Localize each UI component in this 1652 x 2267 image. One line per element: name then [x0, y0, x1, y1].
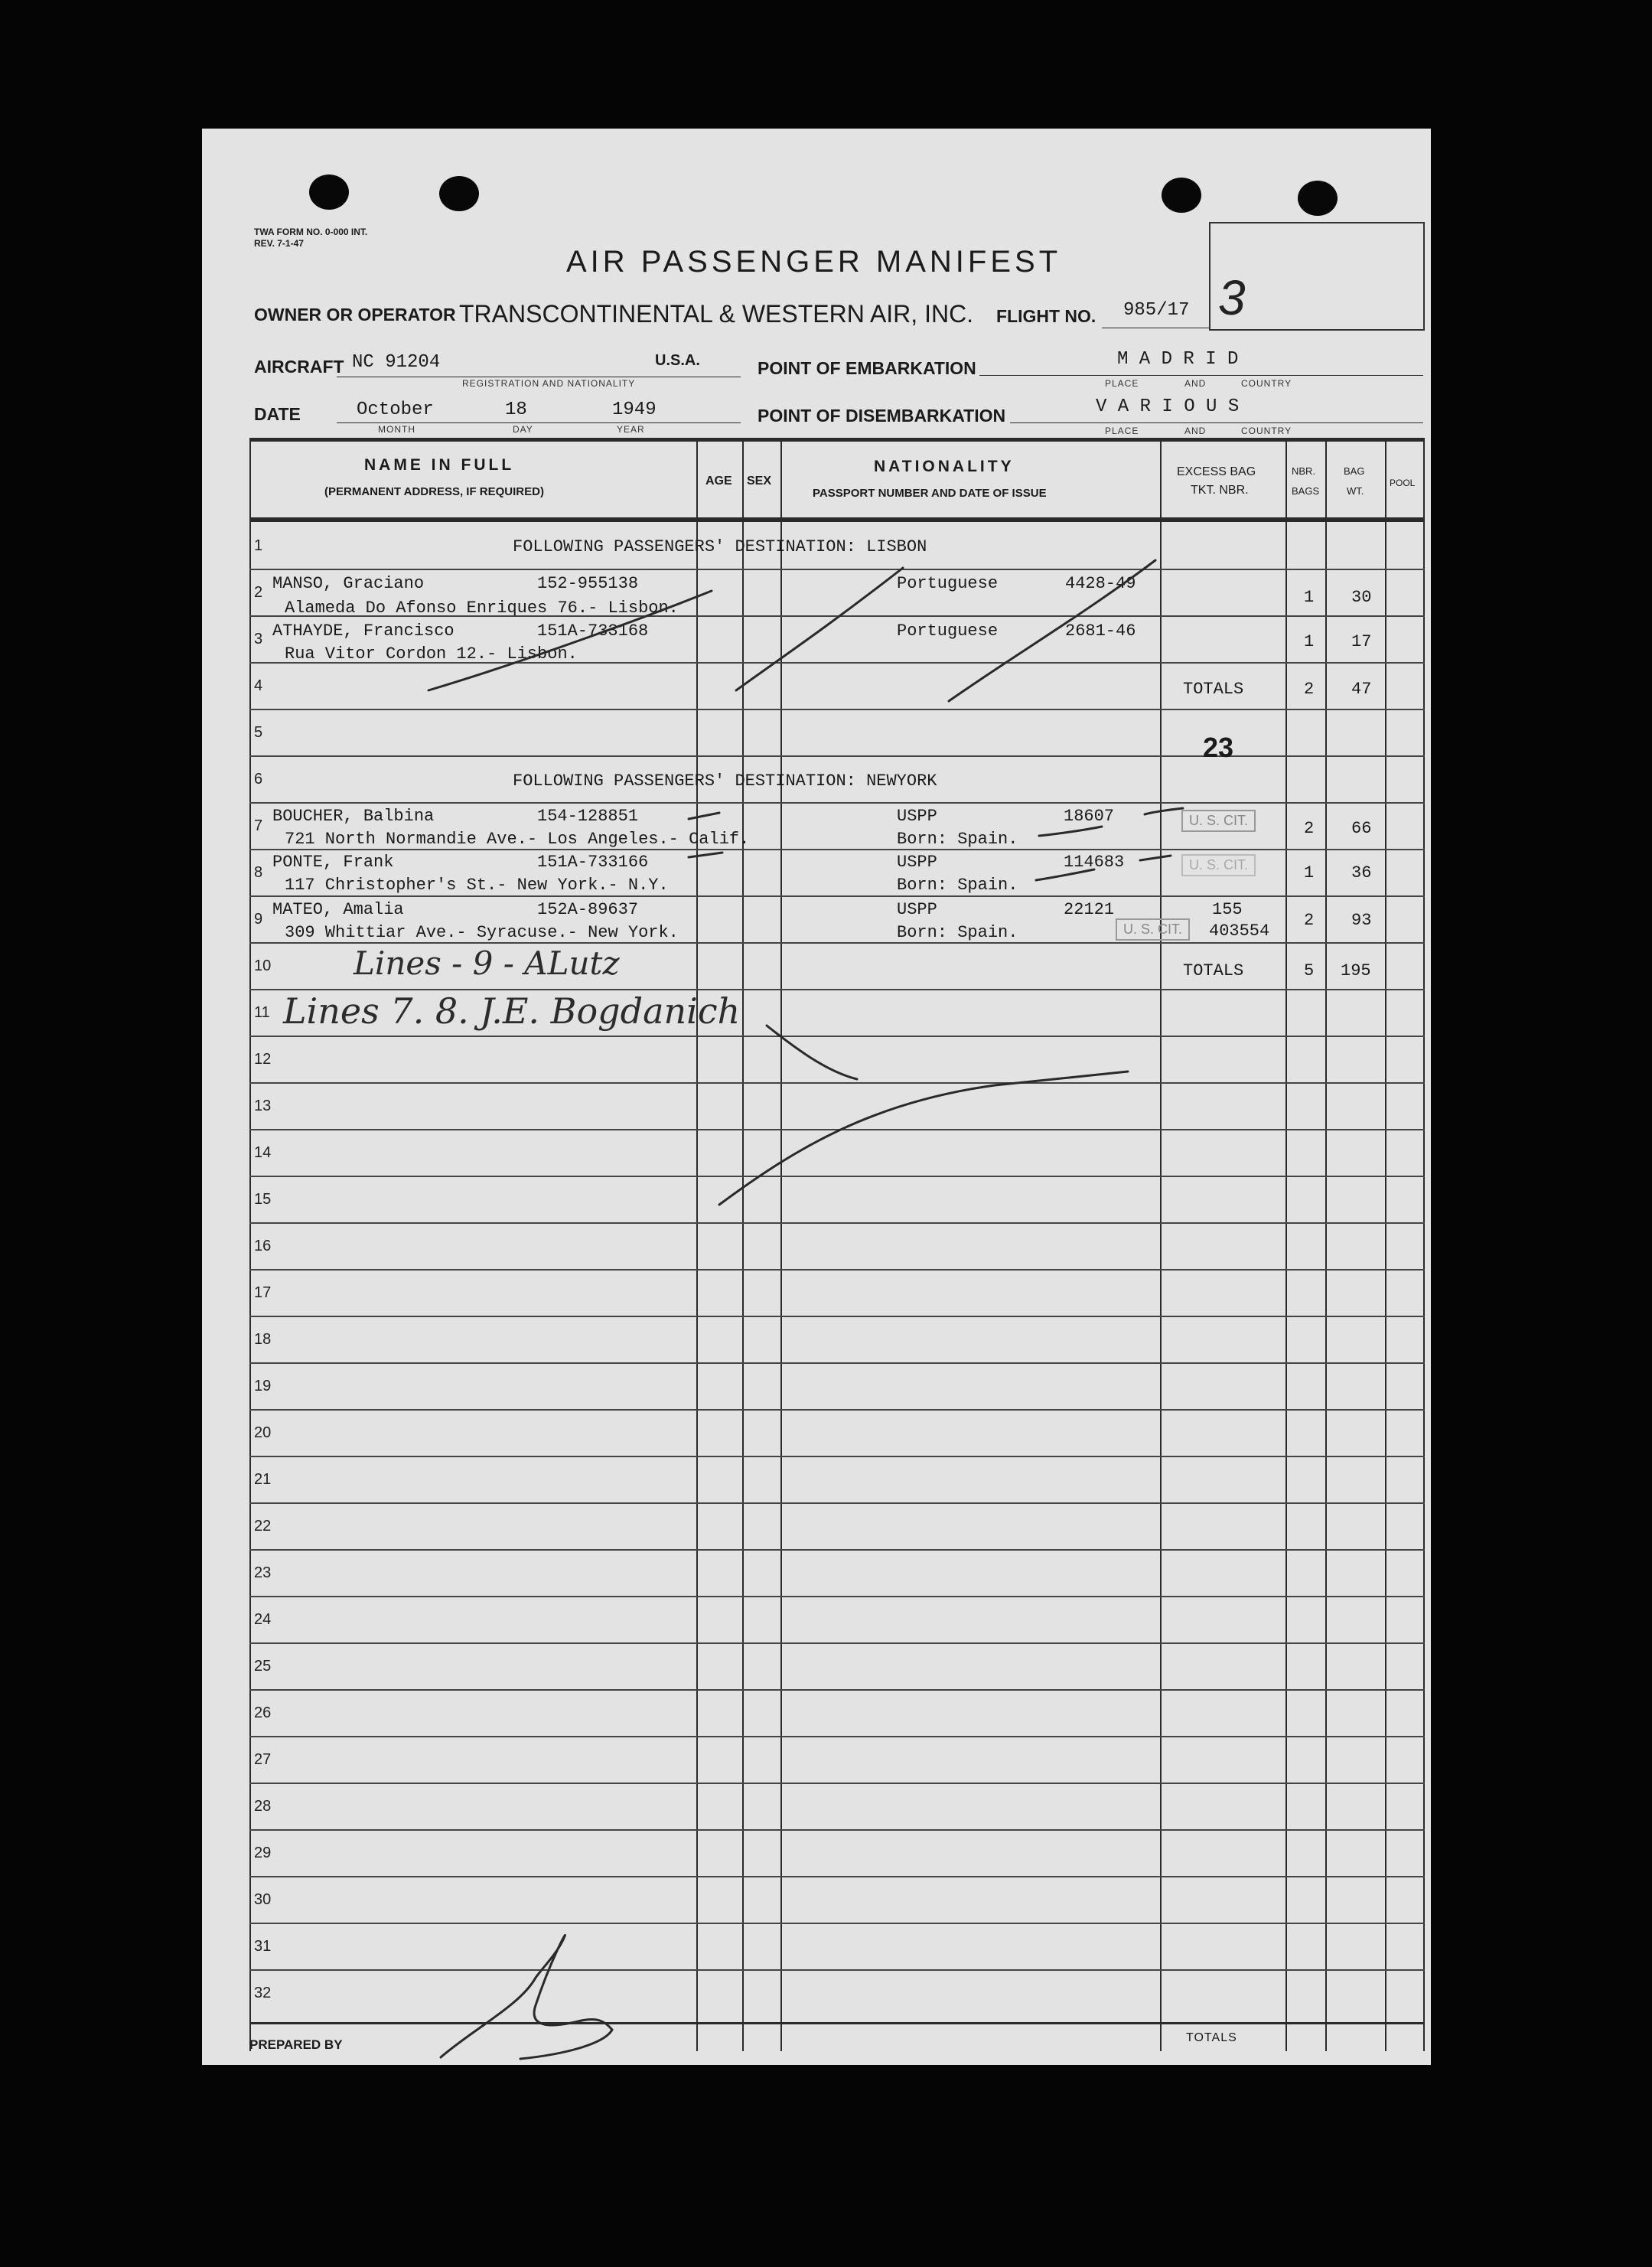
- row-number: 5: [254, 724, 263, 741]
- row-number: 15: [254, 1191, 272, 1208]
- bag-count: 2: [1304, 819, 1315, 838]
- prepared-by-label: PREPARED BY: [249, 2037, 343, 2052]
- row-number: 2: [254, 584, 263, 601]
- row-number: 9: [254, 911, 263, 928]
- us-citizen-stamp: U. S. CIT.: [1116, 918, 1190, 941]
- row-number: 7: [254, 817, 263, 834]
- handwritten-note: Lines 7. 8. J.E. Bogdanich: [283, 990, 741, 1032]
- col-header-bags-sub: BAGS: [1292, 485, 1320, 497]
- day-caption: DAY: [513, 424, 533, 435]
- passenger-address: 721 North Normandie Ave.- Los Angeles.- Calif.: [285, 830, 750, 849]
- birthplace: Born: Spain.: [897, 830, 1018, 849]
- totals-bags: 5: [1304, 961, 1315, 980]
- pen-stroke: [767, 1026, 857, 1079]
- row-number: 6: [254, 771, 263, 788]
- col-header-name-sub: (PERMANENT ADDRESS, IF REQUIRED): [324, 485, 544, 498]
- bag-count: 1: [1304, 632, 1315, 651]
- pen-stroke: [689, 853, 722, 857]
- passenger-address: Alameda Do Afonso Enriques 76.- Lisbon.: [285, 599, 679, 618]
- col-header-age: AGE: [705, 475, 732, 488]
- col-header-wt-sub: WT.: [1347, 485, 1364, 497]
- year-caption: YEAR: [617, 424, 645, 435]
- us-citizen-stamp: U. S. CIT.: [1181, 810, 1256, 832]
- date-day: 18: [505, 400, 527, 420]
- footer-totals-label: TOTALS: [1186, 2031, 1237, 2044]
- row-number: 28: [254, 1798, 272, 1815]
- passport-number: 18607: [1064, 807, 1115, 826]
- excess-ticket: 403554: [1209, 921, 1270, 941]
- country-caption: COUNTRY: [1241, 426, 1292, 436]
- row-number: 21: [254, 1471, 272, 1488]
- ticket-number: 151A-733168: [537, 621, 649, 641]
- row-number: 14: [254, 1144, 272, 1161]
- passenger-address: 309 Whittiar Ave.- Syracuse.- New York.: [285, 923, 679, 942]
- pen-stroke: [949, 560, 1155, 701]
- signature: [441, 1935, 612, 2059]
- row-number: 27: [254, 1751, 272, 1768]
- row-number: 32: [254, 1985, 272, 2001]
- birthplace: Born: Spain.: [897, 923, 1018, 942]
- passport-number: 22121: [1064, 900, 1115, 919]
- col-header-sex: SEX: [747, 475, 772, 488]
- disembark-value: V A R I O U S: [1096, 396, 1240, 417]
- nationality: Portuguese: [897, 574, 999, 593]
- row-number: 31: [254, 1938, 272, 1955]
- aircraft-value: NC 91204: [352, 352, 441, 373]
- date-label: DATE: [254, 404, 301, 424]
- owner-value: TRANSCONTINENTAL & WESTERN AIR, INC.: [459, 300, 974, 328]
- pen-stroke: [736, 568, 903, 690]
- form-revision: REV. 7-1-47: [254, 238, 304, 249]
- col-header-excess-sub: TKT. NBR.: [1191, 484, 1249, 497]
- passenger-name: PONTE, Frank: [272, 853, 394, 872]
- row-number: 11: [254, 1004, 270, 1021]
- row-number: 19: [254, 1378, 272, 1394]
- ticket-number: 152A-89637: [537, 900, 639, 919]
- passenger-name: BOUCHER, Balbina: [272, 807, 435, 826]
- date-year: 1949: [612, 400, 657, 420]
- and-caption: AND: [1184, 426, 1207, 436]
- totals-bags: 2: [1304, 680, 1315, 699]
- passenger-name: ATHAYDE, Francisco: [272, 621, 455, 641]
- date-month: October: [357, 400, 434, 420]
- excess-ticket: 155: [1212, 900, 1243, 919]
- page-title: AIR PASSENGER MANIFEST: [566, 245, 1062, 279]
- col-header-nationality-sub: PASSPORT NUMBER AND DATE OF ISSUE: [813, 487, 1047, 500]
- nationality: USPP: [897, 853, 937, 872]
- ticket-number: 151A-733166: [537, 853, 649, 872]
- row-number: 30: [254, 1891, 272, 1908]
- pen-stroke: [1039, 827, 1102, 836]
- pen-stroke: [1036, 869, 1094, 880]
- pen-stroke: [1140, 856, 1171, 860]
- bag-weight: 66: [1351, 819, 1372, 838]
- passenger-name: MATEO, Amalia: [272, 900, 404, 919]
- col-header-name: NAME IN FULL: [364, 456, 515, 474]
- passenger-address: 117 Christopher's St.- New York.- N.Y.: [285, 876, 669, 895]
- row-number: 18: [254, 1331, 272, 1348]
- nationality: Portuguese: [897, 621, 999, 641]
- and-caption: AND: [1184, 378, 1207, 389]
- place-caption: PLACE: [1105, 426, 1139, 436]
- flight-value: 985/17: [1123, 300, 1190, 321]
- row-number: 26: [254, 1704, 272, 1721]
- row-number: 25: [254, 1658, 272, 1675]
- registration-caption: REGISTRATION AND NATIONALITY: [462, 378, 636, 389]
- owner-label: OWNER OR OPERATOR: [254, 305, 456, 325]
- row-number: 23: [254, 1564, 272, 1581]
- passport-number: 2681-46: [1065, 621, 1136, 641]
- nationality: USPP: [897, 807, 937, 826]
- totals-label: TOTALS: [1183, 961, 1244, 980]
- form-number: TWA FORM NO. 0-000 INT.: [254, 227, 368, 237]
- row-number: 1: [254, 537, 263, 554]
- col-header-pool: POOL: [1390, 478, 1416, 488]
- ticket-number: 154-128851: [537, 807, 639, 826]
- nationality: USPP: [897, 900, 937, 919]
- col-header-excess: EXCESS BAG: [1177, 465, 1256, 478]
- row-number: 29: [254, 1845, 272, 1861]
- bag-count: 1: [1304, 588, 1315, 607]
- row-number: 3: [254, 631, 263, 647]
- bag-weight: 93: [1351, 911, 1372, 930]
- row-number: 10: [254, 957, 272, 974]
- row-number: 4: [254, 677, 263, 694]
- group-header-lisbon: FOLLOWING PASSENGERS' DESTINATION: LISBON: [513, 537, 927, 556]
- aircraft-label: AIRCRAFT: [254, 357, 344, 377]
- pen-stroke: [428, 591, 712, 690]
- passport-number: 4428-49: [1065, 574, 1136, 593]
- col-header-bags: NBR.: [1292, 465, 1316, 477]
- pen-stroke: [1145, 808, 1183, 814]
- country-caption: COUNTRY: [1241, 378, 1292, 389]
- passenger-name: MANSO, Graciano: [272, 574, 425, 593]
- bag-count: 1: [1304, 863, 1315, 882]
- bag-count: 2: [1304, 911, 1315, 930]
- handwritten-note: Lines - 9 - ALutz: [354, 944, 620, 982]
- row-number: 17: [254, 1284, 272, 1301]
- row-number: 12: [254, 1051, 272, 1068]
- row-number: 22: [254, 1518, 272, 1535]
- place-caption: PLACE: [1105, 378, 1139, 389]
- group-header-newyork: FOLLOWING PASSENGERS' DESTINATION: NEWYORK: [513, 771, 937, 791]
- totals-weight: 47: [1351, 680, 1372, 699]
- embark-value: M A D R I D: [1117, 349, 1239, 370]
- birthplace: Born: Spain.: [897, 876, 1018, 895]
- us-citizen-stamp: U. S. CIT.: [1181, 854, 1256, 876]
- handwritten-total: 23: [1203, 732, 1234, 763]
- row-number: 20: [254, 1424, 272, 1441]
- bag-weight: 17: [1351, 632, 1372, 651]
- pen-stroke: [689, 813, 719, 819]
- disembark-label: POINT OF DISEMBARKATION: [758, 406, 1006, 426]
- aircraft-country: U.S.A.: [655, 352, 700, 369]
- flight-label: FLIGHT NO.: [996, 306, 1096, 326]
- month-caption: MONTH: [378, 424, 415, 435]
- row-number: 16: [254, 1238, 272, 1254]
- passenger-address: Rua Vitor Cordon 12.- Lisbon.: [285, 644, 578, 664]
- embark-label: POINT OF EMBARKATION: [758, 358, 976, 378]
- totals-label: TOTALS: [1183, 680, 1244, 699]
- bag-weight: 36: [1351, 863, 1372, 882]
- bag-weight: 30: [1351, 588, 1372, 607]
- ticket-number: 152-955138: [537, 574, 639, 593]
- row-number: 13: [254, 1098, 272, 1114]
- page-number: 3: [1218, 270, 1246, 325]
- row-number: 8: [254, 864, 263, 881]
- passport-number: 114683: [1064, 853, 1125, 872]
- pen-stroke: [719, 1072, 1128, 1205]
- totals-weight: 195: [1341, 961, 1371, 980]
- row-number: 24: [254, 1611, 272, 1628]
- col-header-wt: BAG: [1344, 465, 1365, 477]
- col-header-nationality: NATIONALITY: [874, 458, 1015, 475]
